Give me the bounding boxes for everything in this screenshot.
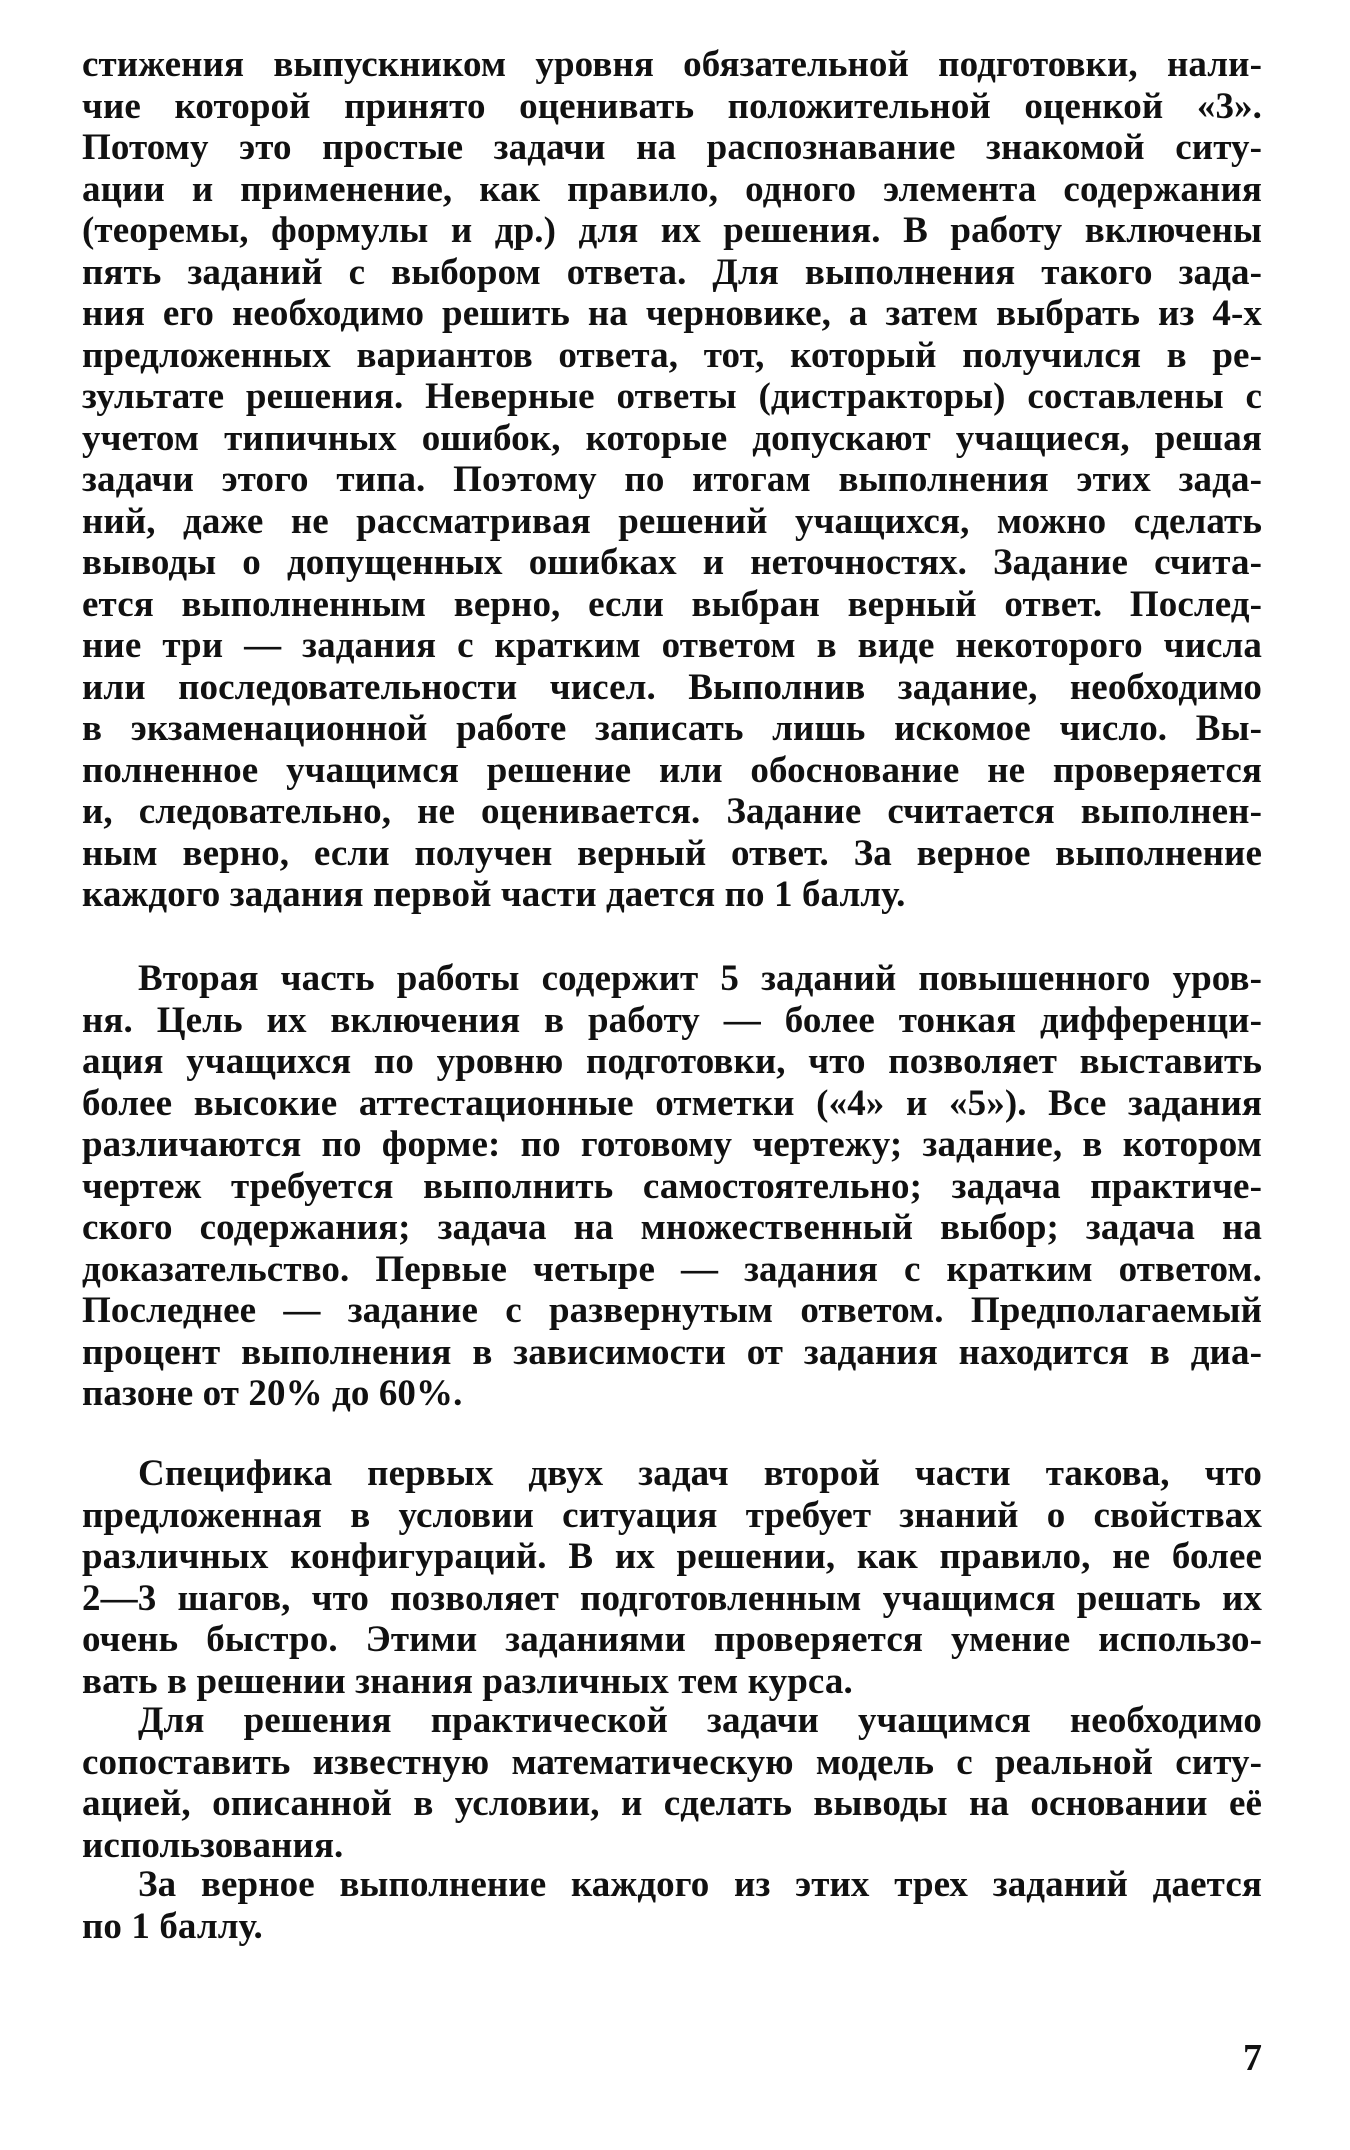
text-line: различаются по форме: по готовому чертежу; задание, в котором — [82, 1124, 1262, 1165]
text-line: полненное учащимся решение или обоснование не проверяется — [82, 749, 1262, 791]
paragraph-scoring — [82, 1864, 1262, 1947]
text-line: Специфика первых двух задач второй части такова, что — [138, 1453, 1262, 1494]
text-line: по 1 баллу. — [82, 1905, 263, 1947]
text-line: 2—3 шагов, что позволяет подготовленным учащимся решать их — [82, 1577, 1262, 1619]
page-number: 7 — [1243, 2037, 1262, 2079]
text-line: ние три — задания с кратким ответом в виде некоторого числа — [82, 625, 1262, 666]
text-line: Последнее — задание с развернутым ответом. Предполагаемый — [82, 1290, 1262, 1331]
text-line: учетом типичных ошибок, которые допускают учащиеся, решая — [82, 417, 1262, 459]
text-line: чертеж требуется выполнить самостоятельно; задача практиче- — [82, 1165, 1262, 1207]
text-fragment: часть работы содержит 5 заданий повышенного уров- — [258, 958, 1262, 999]
text-line: ского содержания; задача на множественный выбор; задача на — [82, 1207, 1262, 1248]
text-line: доказательство. Первые четыре — задания с кратким ответом. — [82, 1248, 1262, 1290]
text-line: чие которой принято оценивать положительной оценкой «3». — [82, 85, 1262, 127]
text-line: и, следовательно, не оценивается. Задание считается выполнен- — [82, 791, 1262, 832]
text-line: процент выполнения в зависимости от задания находится в диа- — [82, 1331, 1262, 1373]
text-line: Для решения практической задачи учащимся необходимо — [138, 1700, 1262, 1741]
paragraph-practical-task — [82, 1700, 1262, 1866]
text-line: каждого задания первой части дается по 1 баллу. — [82, 874, 906, 915]
text-line: пять заданий с выбором ответа. Для выполнения такого зада- — [82, 251, 1262, 293]
text-line: или последовательности чисел. Выполнив задание, необходимо — [82, 666, 1262, 708]
text-line: За верное выполнение каждого из этих трех заданий дается — [138, 1864, 1262, 1905]
text-line: в экзаменационной работе записать лишь искомое число. Вы- — [82, 708, 1262, 749]
text-line: более высокие аттестационные отметки («4» и «5»). Все задания — [82, 1082, 1262, 1124]
text-line: (теоремы, формулы и др.) для их решения. В работу включены — [82, 210, 1262, 251]
text-line: ня. Цель их включения в работу — более тонкая дифференци- — [82, 999, 1262, 1041]
text-line: различных конфигураций. В их решении, как правило, не более — [82, 1536, 1262, 1577]
text-line: зультате решения. Неверные ответы (дистракторы) составлены с — [82, 376, 1262, 417]
text-line: стижения выпускником уровня обязательной подготовки, нали- — [82, 44, 1262, 85]
text-line — [82, 958, 1262, 1000]
text-line: выводы о допущенных ошибках и неточностях. Задание счита- — [82, 542, 1262, 583]
text-line: ния его необходимо решить на черновике, а затем выбрать из 4-х — [82, 293, 1262, 334]
bold-lead-word: Вторая — [138, 958, 259, 999]
text-line: задачи этого типа. Поэтому по итогам выполнения этих зада- — [82, 459, 1262, 500]
text-line: сопоставить известную математическую модель с реальной ситу- — [82, 1741, 1262, 1783]
paragraph-first-two-tasks — [82, 1453, 1262, 1702]
text-line: Потому это простые задачи на распознавание знакомой ситу- — [82, 127, 1262, 168]
text-line: очень быстро. Этими заданиями проверяется умение использо- — [82, 1619, 1262, 1660]
paragraph-first-part-description — [82, 44, 1262, 916]
text-line: использования. — [82, 1824, 344, 1866]
text-line: ний, даже не рассматривая решений учащихся, можно сделать — [82, 500, 1262, 542]
text-line: ацией, описанной в условии, и сделать выводы на основании её — [82, 1783, 1262, 1824]
text-line: ации и применение, как правило, одного элемента содержания — [82, 168, 1262, 210]
text-line: пазоне от 20% до 60%. — [82, 1373, 463, 1414]
text-line: ется выполненным верно, если выбран верный ответ. Послед- — [82, 583, 1262, 625]
text-line: ация учащихся по уровню подготовки, что позволяет выставить — [82, 1041, 1262, 1082]
text-line: вать в решении знания различных тем курса. — [82, 1660, 853, 1702]
text-line: предложенная в условии ситуация требует знаний о свойствах — [82, 1494, 1262, 1536]
text-line: предложенных вариантов ответа, тот, который получился в ре- — [82, 334, 1262, 376]
text-line: ным верно, если получен верный ответ. За верное выполнение — [82, 832, 1262, 874]
paragraph-second-part-description — [82, 958, 1262, 1415]
